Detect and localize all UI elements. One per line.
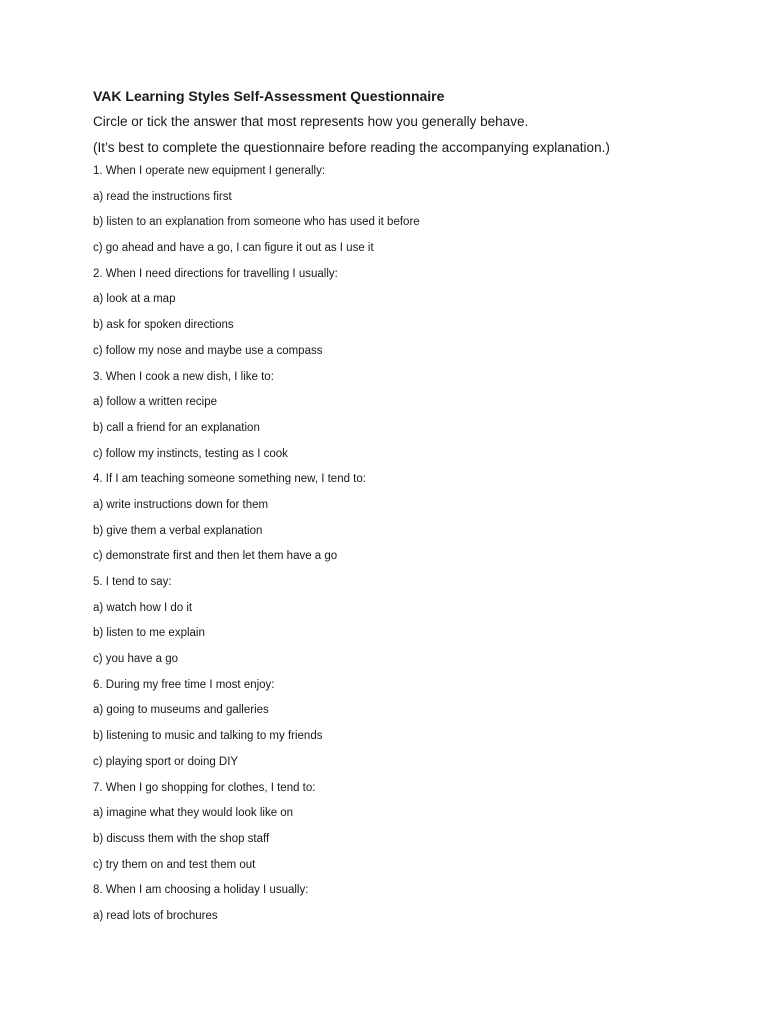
question-4: 4. If I am teaching someone something new, I tend to:: [93, 473, 366, 486]
option-5c[interactable]: c) you have a go: [93, 653, 179, 666]
option-5a[interactable]: a) watch how I do it: [93, 601, 193, 614]
document-title: VAK Learning Styles Self-Assessment Questionnaire: [93, 88, 445, 104]
option-5b[interactable]: b) listen to me explain: [93, 627, 205, 640]
option-6c[interactable]: c) playing sport or doing DIY: [93, 755, 239, 768]
option-3b[interactable]: b) call a friend for an explanation: [93, 421, 260, 434]
option-1c[interactable]: c) go ahead and have a go, I can figure it out as I use it: [93, 242, 374, 255]
question-5: 5. I tend to say:: [93, 576, 172, 588]
option-4c[interactable]: c) demonstrate first and then let them have a go: [93, 550, 338, 563]
option-1a[interactable]: a) read the instructions first: [93, 190, 232, 203]
question-3: 3. When I cook a new dish, I like to:: [93, 370, 274, 383]
option-3c[interactable]: c) follow my instincts, testing as I cook: [93, 447, 288, 460]
option-3a[interactable]: a) follow a written recipe: [93, 396, 217, 409]
question-8: 8. When I am choosing a holiday I usually:: [93, 884, 309, 897]
option-7a[interactable]: a) imagine what they would look like on: [93, 807, 294, 820]
option-1b[interactable]: b) listen to an explanation from someone who has used it before: [93, 216, 420, 229]
option-2a[interactable]: a) look at a map: [93, 293, 176, 306]
option-4a[interactable]: a) write instructions down for them: [93, 498, 269, 511]
question-7: 7. When I go shopping for clothes, I tend to:: [93, 781, 316, 794]
option-6a[interactable]: a) going to museums and galleries: [93, 704, 269, 717]
question-6: 6. During my free time I most enjoy:: [93, 678, 275, 691]
option-6b[interactable]: b) listening to music and talking to my friends: [93, 730, 323, 743]
option-7b[interactable]: b) discuss them with the shop staff: [93, 832, 270, 845]
instruction-line: Circle or tick the answer that most represents how you generally behave.: [93, 114, 529, 129]
question-1: 1. When I operate new equipment I generally:: [93, 165, 326, 177]
option-4b[interactable]: b) give them a verbal explanation: [93, 524, 263, 537]
option-7c[interactable]: c) try them on and test them out: [93, 858, 256, 871]
option-8a[interactable]: a) read lots of brochures: [93, 909, 218, 922]
option-2c[interactable]: c) follow my nose and maybe use a compass: [93, 344, 323, 357]
instruction-note: (It’s best to complete the questionnaire before reading the accompanying explanation.): [93, 140, 610, 155]
document-page: [93, 86, 733, 935]
question-2: 2. When I need directions for travelling I usually:: [93, 267, 338, 280]
option-2b[interactable]: b) ask for spoken directions: [93, 319, 234, 332]
